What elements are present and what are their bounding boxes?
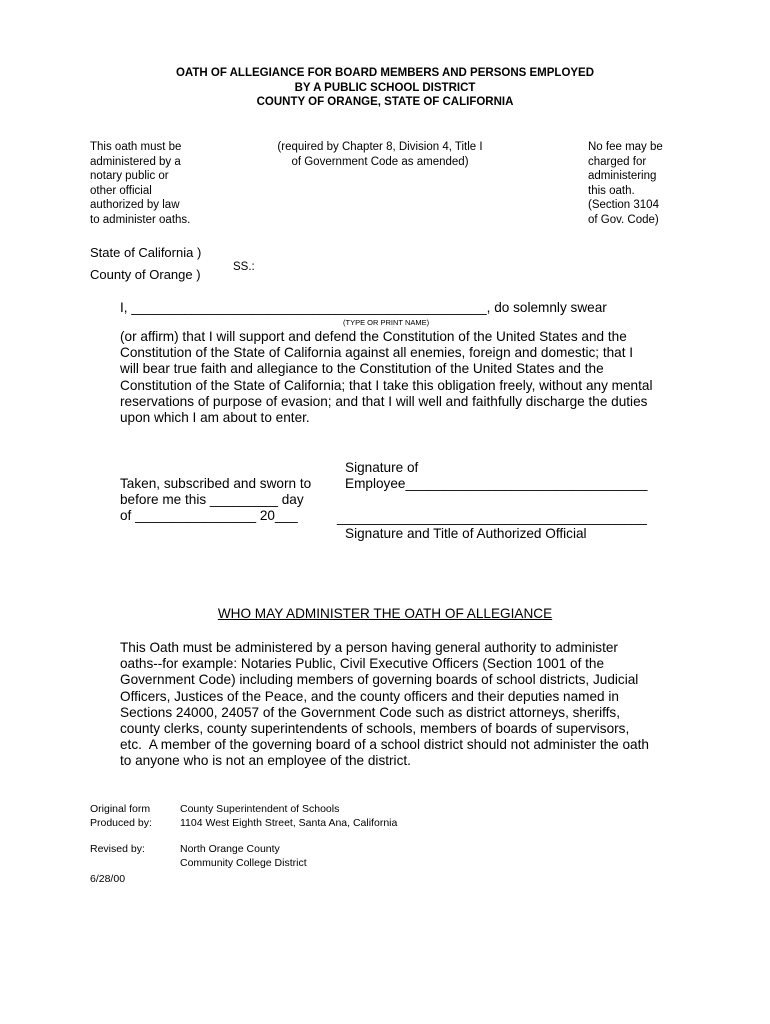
who-line: etc. A member of the governing board of a school district should not administer the oath (120, 737, 649, 753)
note-line: administering (588, 170, 657, 183)
employee-signature (345, 460, 647, 492)
who-line: oaths--for example: Notaries Public, Civil Executive Officers (Section 1001 of the (120, 656, 605, 672)
oath-line: Constitution of the State of California against all enemies, foreign and domestic; that I (120, 345, 634, 361)
note-line: this oath. (588, 184, 635, 197)
who-text (120, 640, 649, 770)
signature-label: Signature of (345, 460, 419, 475)
who-line: Government Code) including members of governing boards of school districts, Judicial (120, 672, 639, 688)
title-line: BY A PUBLIC SCHOOL DISTRICT (294, 81, 476, 94)
note-line: authorized by law (90, 199, 180, 212)
who-line: Sections 24000, 24057 of the Government Code such as district attorneys, sheriffs, (120, 704, 620, 720)
document-title (0, 66, 770, 110)
oath-line: (or affirm) that I will support and defend the Constitution of the United States and the (120, 329, 627, 344)
note-line: No fee may be (588, 141, 663, 153)
official-signature-line: _________________________________________ (337, 510, 647, 525)
code-reference-note (250, 140, 510, 169)
official-signature-label: Signature and Title of Authorized Official (345, 526, 587, 541)
note-line: (Section 3104 (588, 199, 659, 212)
oath-text (120, 329, 652, 426)
oath-line: will bear true faith and allegiance to the Constitution of the United States and the (120, 361, 604, 377)
sworn-line: Taken, subscribed and sworn to (120, 476, 312, 491)
oath-name-line: I, _______________________________________________, do solemnly swear (120, 300, 607, 315)
venue-state: State of California ) (90, 245, 202, 260)
original-form-value (180, 802, 397, 830)
who-heading: WHO MAY ADMINISTER THE OATH OF ALLEGIANCE (217, 606, 553, 621)
footer-value: 1104 West Eighth Street, Santa Ana, California (180, 817, 398, 829)
oath-line: Constitution of the State of California; that I take this obligation freely, without any mental (120, 377, 653, 393)
venue-ss: SS.: (233, 261, 255, 273)
note-line: charged for (588, 155, 647, 168)
note-line: of Gov. Code) (588, 213, 659, 226)
note-line: to administer oaths. (90, 213, 191, 226)
who-line: to anyone who is not an employee of the district. (120, 753, 411, 769)
sworn-line: before me this _________ day (120, 492, 304, 508)
oath-line: reservations of purpose of evasion; and that I will well and faithfully discharge the duties (120, 393, 648, 409)
revised-label: Revised by: (90, 843, 145, 855)
footer-value: County Superintendent of Schools (180, 803, 340, 815)
type-or-print-label: (TYPE OR PRINT NAME) (343, 318, 430, 327)
footer-label: Produced by: (90, 817, 152, 829)
title-line: OATH OF ALLEGIANCE FOR BOARD MEMBERS AND PERSONS EMPLOYED (175, 67, 595, 79)
note-line: administered by a (90, 155, 181, 168)
note-line: notary public or (90, 170, 169, 183)
revision-date: 6/28/00 (90, 873, 126, 885)
revised-value (180, 842, 307, 870)
footer-value: Community College District (180, 857, 307, 869)
note-line: of Government Code as amended) (291, 155, 469, 168)
notary-note (90, 140, 190, 228)
note-line: This oath must be (90, 141, 182, 153)
note-line: other official (90, 184, 152, 197)
sworn-block (120, 476, 311, 525)
who-line: Officers, Justices of the Peace, and the county officers and their deputies named in (120, 688, 619, 704)
title-line: COUNTY OF ORANGE, STATE OF CALIFORNIA (256, 96, 514, 108)
footer-value: North Orange County (180, 843, 280, 855)
who-line: county clerks, county superintendents of schools, members of boards of supervisors, (120, 721, 630, 737)
note-line: (required by Chapter 8, Division 4, Title I (277, 141, 483, 153)
footer-label: Original form (90, 803, 151, 815)
fee-note (588, 140, 663, 228)
sworn-line: of ________________ 20___ (120, 508, 298, 524)
employee-signature-line: Employee________________________________ (345, 476, 648, 492)
original-form-label (90, 802, 152, 830)
oath-line: upon which I am about to enter. (120, 410, 310, 426)
venue-county: County of Orange ) (90, 267, 201, 282)
who-line: This Oath must be administered by a person having general authority to administer (120, 640, 618, 655)
